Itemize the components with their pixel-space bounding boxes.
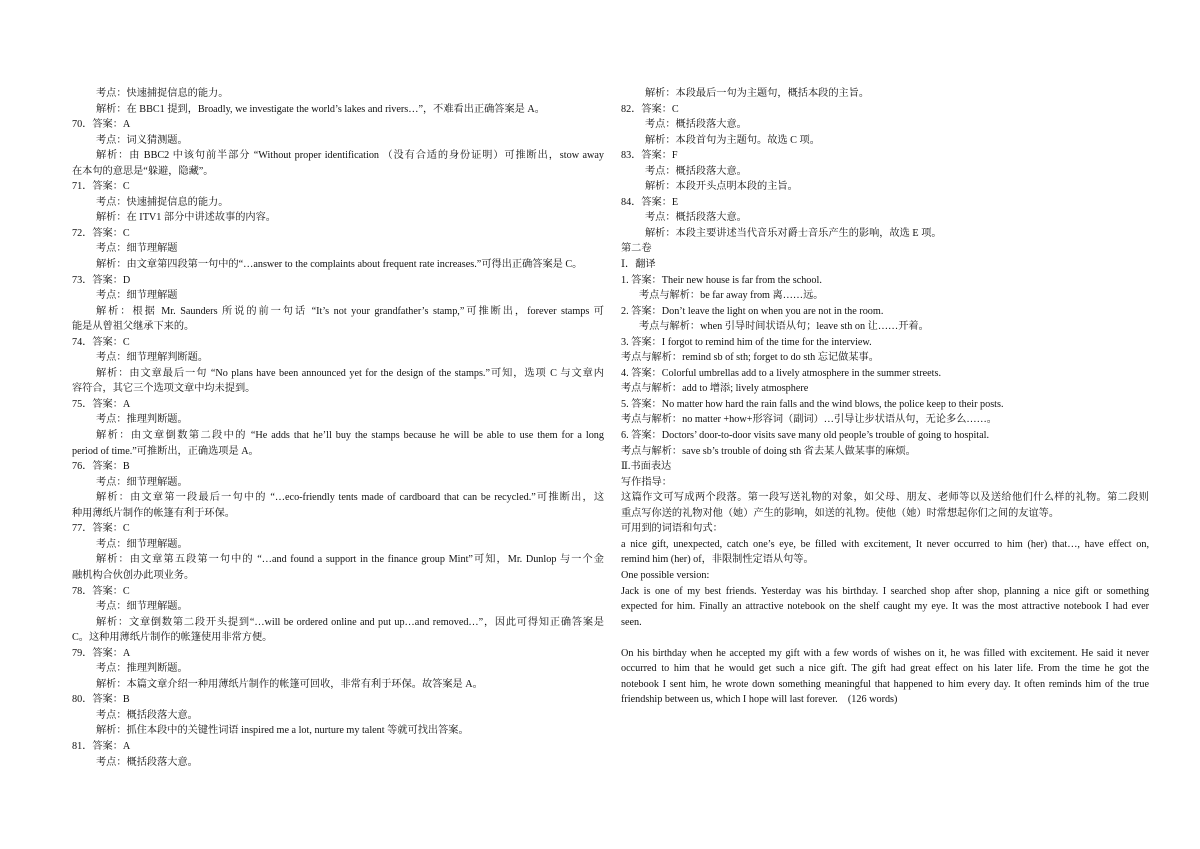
right-column-line: 82．答案：C [621, 103, 679, 115]
left-column-line: 能是从曾祖父继承下来的。 [72, 321, 195, 333]
left-column-line: 72．答案：C [72, 227, 130, 239]
left-column-line: 71．答案：C [72, 181, 130, 193]
left-column-line: 融机构合伙创办此项业务。 [72, 569, 195, 581]
left-column-line: 考点：词义猜测题。 [96, 134, 188, 146]
right-column-line: 这篇作文可写成两个段落。第一段写送礼物的对象，如父母、朋友、老师等以及送给他们什么样的礼物。第二段则 [621, 492, 1149, 504]
right-column-line: seen. [621, 616, 642, 628]
right-column-line: 84．答案：E [621, 196, 679, 208]
right-column-line: 1. 答案：Their new house is far from the school. [621, 274, 822, 286]
right-column-line [621, 630, 1149, 646]
left-column-line: 77．答案：C [72, 523, 130, 535]
left-column-line: 75．答案：A [72, 398, 131, 410]
right-column-line: remind him (her) of，非限制性定语从句等。 [621, 554, 814, 566]
left-column-line: 解析：文章倒数第二段开头提到“…will be ordered online and put up…and removed…”，因此可得知正确答案是 [96, 616, 604, 628]
right-column-line: 6. 答案：Doctors’ door-to-door visits save many old people’s trouble of going to hospital. [621, 430, 990, 442]
right-column-line: 解析：本段主要讲述当代音乐对爵士音乐产生的影响，故选 E 项。 [645, 227, 942, 239]
right-column-line: 3. 答案：I forgot to remind him of the time for the interview. [621, 336, 872, 348]
left-column-line: 解析：由文章第一段最后一句中的 “…eco-friendly tents made of cardboard that can be recycled.”可推断出，这 [96, 492, 604, 504]
left-column-line: 考点：概括段落大意。 [96, 709, 198, 721]
left-column-line: 考点：细节理解题 [96, 243, 178, 255]
left-column-line: 解析：由文章第五段第一句中的 “…and found a support in the finance group Mint”可知，Mr. Dunlop 与一个金 [96, 554, 604, 566]
right-column-line: 考点与解析：save sb’s trouble of doing sth 省去某人做某事的麻烦。 [621, 445, 916, 457]
left-column-line: period of time.”可推断出，正确选项是 A。 [72, 445, 259, 457]
left-column-line: 考点：细节理解题 [96, 290, 178, 302]
right-column-line: 4. 答案：Colorful umbrellas add to a lively atmosphere in the summer streets. [621, 367, 941, 379]
right-column-line: Ⅱ.书面表达 [621, 461, 672, 473]
left-column-line: 考点：细节理解题。 [96, 476, 188, 488]
right-column-line: 考点：概括段落大意。 [645, 165, 747, 177]
right-column-line: 考点与解析：remind sb of sth; forget to do sth 忘记做某事。 [621, 352, 879, 364]
left-column-line: 考点：细节理解题。 [96, 601, 188, 613]
right-column-line: On his birthday when he accepted my gift with a few words of wishes on it, he was filled with excitement. He said it never [621, 647, 1149, 659]
left-column-line: 考点：推理判断题。 [96, 663, 188, 675]
left-column-line: 73．答案：D [72, 274, 131, 286]
left-column-line: 种用薄纸片制作的帐篷有利于环保。 [72, 507, 235, 519]
left-column-line: 在本句的意思是“躲避，隐藏”。 [72, 165, 214, 177]
left-column-line: C。这种用薄纸片制作的帐篷使用非常方便。 [72, 632, 273, 644]
left-column-line: 考点：细节理解题。 [96, 538, 188, 550]
left-column-line: 80．答案：B [72, 694, 130, 706]
left-column-line: 解析：在 BBC1 提到，Broadly, we investigate the world’s lakes and rivers…”，不难看出正确答案是 A。 [96, 103, 545, 115]
left-column-line: 解析：由 BBC2 中该句前半部分 “Without proper identification （没有合适的身份证明）可推断出，stow away [96, 150, 604, 162]
right-column-line: expected for him. Finally an attractive notebook on the shelf caught my eye. It was the most attractive notebook I had ever [621, 601, 1149, 613]
left-column-line: 70．答案：A [72, 119, 131, 131]
left-column-line: 考点：推理判断题。 [96, 414, 188, 426]
right-column-line: 5. 答案：No matter how hard the rain falls and the wind blows, the police keep to their posts. [621, 398, 1004, 410]
left-column-line: 81．答案：A [72, 740, 131, 752]
right-column-line: 第二卷 [621, 243, 652, 255]
right-column-line: Jack is one of my best friends. Yesterday was his birthday. I searched shop after shop, planning a nice gift or something [621, 585, 1149, 597]
left-column-line: 解析：由文章第四段第一句中的“…answer to the complaints about frequent rate increases.”可得出正确答案是 C。 [96, 259, 583, 271]
left-column-line: 考点：快速捕捉信息的能力。 [96, 88, 229, 99]
left-column-line: 解析：在 ITV1 部分中讲述故事的内容。 [96, 212, 276, 224]
left-column-line: 解析：本篇文章介绍一种用薄纸片制作的帐篷可回收，非常有利于环保。故答案是 A。 [96, 678, 483, 690]
right-column-line: 考点与解析：no matter +how+形容词（副词）…引导让步状语从句，无论多么……。 [621, 414, 997, 426]
right-column-line: 可用到的词语和句式： [621, 523, 723, 535]
right-column-line: friendship between us, which I hope will last forever. (126 words) [621, 694, 898, 706]
left-column-line: 解析：根据 Mr. Saunders 所说的前一句话 “It’s not your grandfather’s stamp,”可推断出，forever stamps 可 [96, 305, 604, 317]
right-column-line: 考点：概括段落大意。 [645, 212, 747, 224]
right-column-line: a nice gift, unexpected, catch one’s eye, be filled with excitement, It never occurred to him (her) that…, have effect on, [621, 538, 1149, 550]
left-column-line: 考点：细节理解判断题。 [96, 352, 209, 364]
right-column-line: Ⅰ．翻译 [621, 259, 656, 271]
right-column-line: 考点与解析：add to 增添; lively atmosphere [621, 383, 809, 395]
left-column-line: 解析：由文章倒数第二段中的 “He adds that he’ll buy the stamps because he will be able to use them for a long [96, 430, 604, 442]
right-column-line: 2. 答案：Don’t leave the light on when you are not in the room. [621, 305, 884, 317]
right-column-line: 考点：概括段落大意。 [645, 119, 747, 131]
right-column-line: occurred to him that he would get such a nice gift. The gift had great effect on his later life. From the time he got the [621, 663, 1149, 675]
right-column-line: 解析：本段最后一句为主题句，概括本段的主旨。 [645, 88, 870, 99]
left-column-line: 解析：由文章最后一句 “No plans have been announced yet for the design of the stamps.”可知，选项 C 与文章内 [96, 367, 604, 379]
right-column-line: 考点与解析：when 引导时间状语从句；leave sth on 让……开着。 [639, 321, 929, 333]
left-column [72, 86, 604, 770]
right-column-line: 83．答案：F [621, 150, 678, 162]
right-column-line: notebook I sent him, he wrote down something meaningful that happened to him every day. It often reminds him of the true [621, 678, 1149, 690]
left-column-line: 78．答案：C [72, 585, 130, 597]
right-column-line: 解析：本段首句为主题句。故选 C 项。 [645, 134, 820, 146]
left-column-line: 考点：快速捕捉信息的能力。 [96, 196, 229, 208]
left-column-line: 74．答案：C [72, 336, 130, 348]
right-column-line: 重点写你送的礼物对他（她）产生的影响，如送的礼物。使他（她）时常想起你们之间的友谊等。 [621, 507, 1060, 519]
left-column-line: 考点：概括段落大意。 [96, 756, 198, 768]
left-column-line: 容符合，其它三个选项文章中均未提到。 [72, 383, 256, 395]
right-column-line: 写作指导： [621, 476, 672, 488]
left-column-line: 解析：抓住本段中的关键性词语 inspired me a lot, nurture my talent 等就可找出答案。 [96, 725, 469, 737]
left-column-line: 79．答案：A [72, 647, 131, 659]
right-column-line: One possible version: [621, 569, 710, 581]
right-column [621, 86, 1149, 708]
right-column-line: 解析：本段开头点明本段的主旨。 [645, 181, 798, 193]
right-column-line: 考点与解析：be far away from 离……远。 [639, 290, 824, 302]
left-column-line: 76．答案：B [72, 461, 130, 473]
